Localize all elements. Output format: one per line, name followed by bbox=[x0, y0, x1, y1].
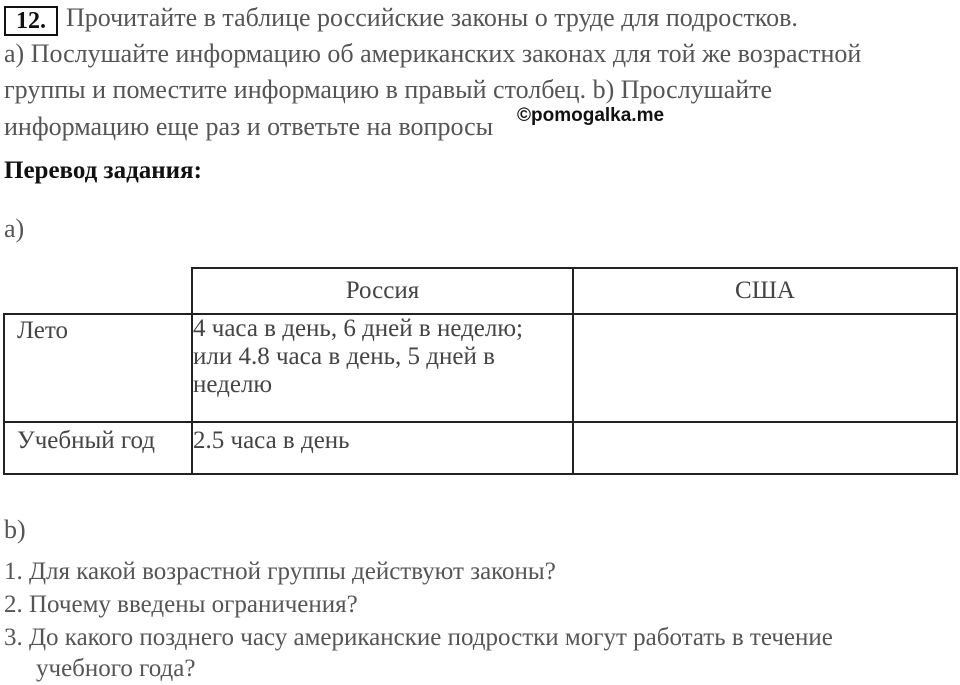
cell-line: или 4.8 часа в день, 5 дней в bbox=[193, 343, 495, 370]
cell-line: 4 часа в день, 6 дней в неделю; bbox=[193, 315, 524, 342]
question-3-continued: учебного года? bbox=[36, 655, 196, 682]
table-row bbox=[4, 314, 957, 422]
header-russia: Россия bbox=[192, 268, 573, 314]
cell-line: 2.5 часа в день bbox=[193, 427, 350, 454]
question-1: 1. Для какой возрастной группы действуют законы? bbox=[4, 558, 556, 585]
cell-usa-summer[interactable] bbox=[573, 314, 957, 422]
task-line-2: a) Послушайте информацию об американских законах для той же возрастной bbox=[4, 39, 862, 68]
table-row bbox=[4, 422, 957, 474]
question-3: 3. До какого позднего часу американские подростки могут работать в течение bbox=[4, 624, 833, 651]
task-line-1: Прочитайте в таблице российские законы о труде для подростков. bbox=[66, 3, 798, 32]
translation-heading: Перевод задания: bbox=[4, 157, 202, 184]
row-label-summer: Лето bbox=[4, 314, 192, 422]
task-number-box: 12. bbox=[4, 6, 58, 36]
question-2: 2. Почему введены ограничения? bbox=[4, 591, 358, 618]
cell-line: неделю bbox=[193, 371, 273, 398]
watermark: ©pomogalka.me bbox=[517, 105, 665, 126]
cell-usa-school-year[interactable] bbox=[573, 422, 957, 474]
cell-russia-summer bbox=[192, 314, 573, 422]
part-a-label: a) bbox=[4, 214, 25, 243]
cell-russia-school-year bbox=[192, 422, 573, 474]
header-usa: США bbox=[573, 268, 957, 314]
task-line-3: группы и поместите информацию в правый столбец. b) Прослушайте bbox=[4, 75, 773, 104]
row-label-school-year: Учебный год bbox=[4, 422, 192, 474]
table-corner-cell bbox=[4, 268, 192, 314]
part-b-label: b) bbox=[4, 515, 26, 544]
labor-laws-table bbox=[3, 267, 958, 475]
table-header-row bbox=[4, 268, 957, 314]
task-line-4: информацию еще раз и ответьте на вопросы bbox=[4, 112, 494, 141]
